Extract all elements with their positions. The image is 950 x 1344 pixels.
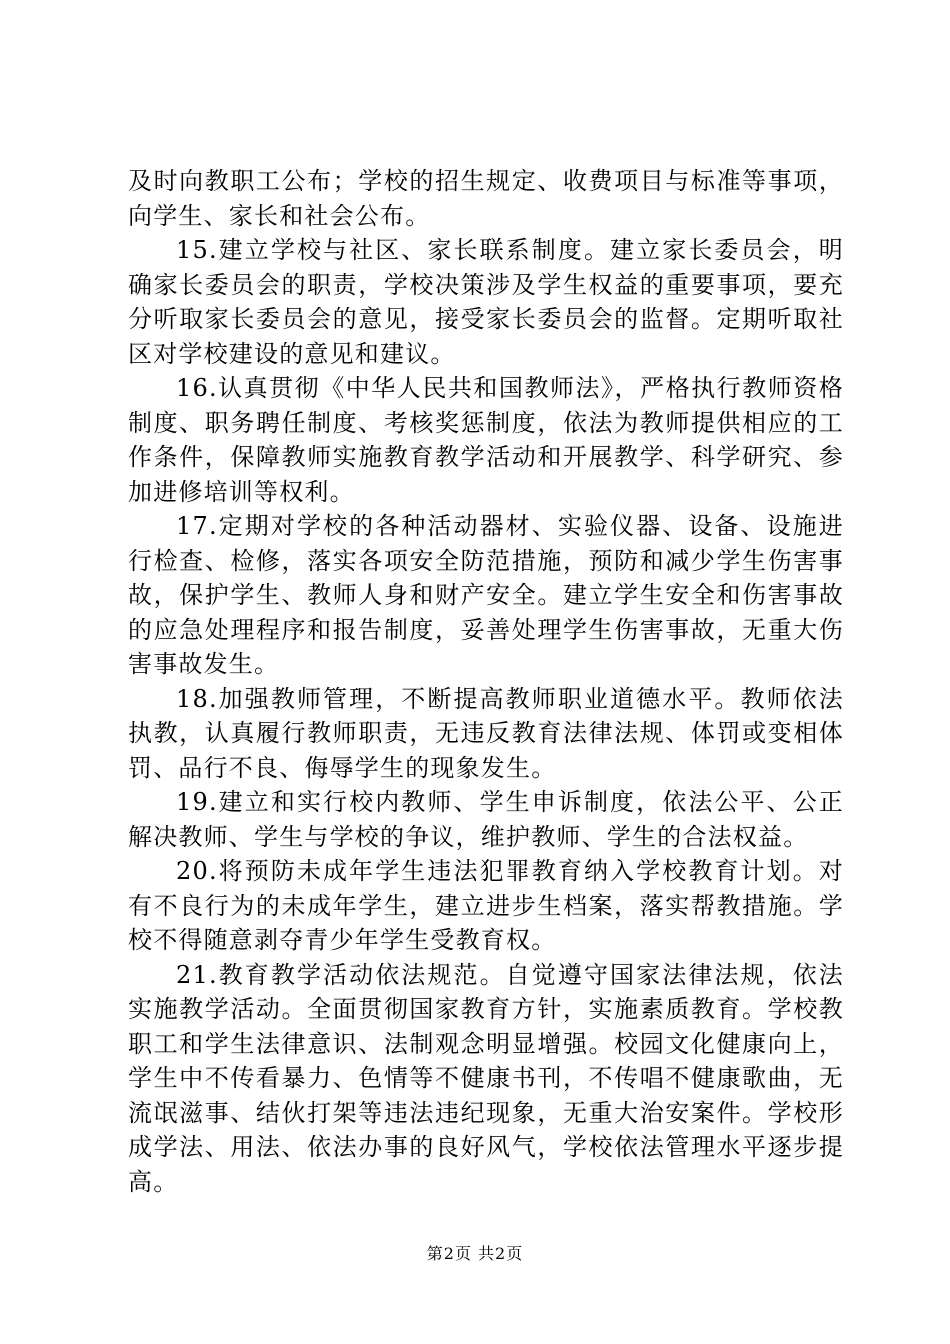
paragraph-item-17: 17.定期对学校的各种活动器材、实验仪器、设备、设施进行检查、检修，落实各项安全防范措施，预防和减少学生伤害事故，保护学生、教师人身和财产安全。建立学生安全和伤害事故的应急处理程序和报告制度，妥善处理学生伤害事故，无重大伤害事故发生。 — [128, 512, 844, 678]
paragraph-item-15: 15.建立学校与社区、家长联系制度。建立家长委员会，明确家长委员会的职责，学校决策涉及学生权益的重要事项，要充分听取家长委员会的意见，接受家长委员会的监督。定期听取社区对学校建设的意见和建议。 — [128, 236, 844, 368]
paragraph-item-20: 20.将预防未成年学生违法犯罪教育纳入学校教育计划。对有不良行为的未成年学生，建立进步生档案，落实帮教措施。学校不得随意剥夺青少年学生受教育权。 — [128, 857, 844, 954]
paragraph-item-21: 21.教育教学活动依法规范。自觉遵守国家法律法规，依法实施教学活动。全面贯彻国家教育方针，实施素质教育。学校教职工和学生法律意识、法制观念明显增强。校园文化健康向上，学生中不传看暴力、色情等不健康书刊，不传唱不健康歌曲，无流氓滋事、结伙打架等违法违纪现象，无重大治安案件。学校形成学法、用法、依法办事的良好风气，学校依法管理水平逐步提高。 — [128, 960, 844, 1196]
paragraph-item-18: 18.加强教师管理，不断提高教师职业道德水平。教师依法执教，认真履行教师职责，无违反教育法律法规、体罚或变相体罚、品行不良、侮辱学生的现象发生。 — [128, 684, 844, 782]
page-number-footer: 第2页 共2页 — [426, 1244, 524, 1263]
paragraph-continuation: 及时向教职工公布；学校的招生规定、收费项目与标准等事项，向学生、家长和社会公布。 — [128, 167, 844, 230]
paragraph-item-19: 19.建立和实行校内教师、学生申诉制度，依法公平、公正解决教师、学生与学校的争议，维护教师、学生的合法权益。 — [128, 788, 844, 851]
paragraph-item-16: 16.认真贯彻《中华人民共和国教师法》，严格执行教师资格制度、职务聘任制度、考核奖惩制度，依法为教师提供相应的工作条件，保障教师实施教育教学活动和开展教学、科学研究、参加进修培训等权利。 — [128, 374, 844, 506]
document-body — [128, 164, 844, 1199]
